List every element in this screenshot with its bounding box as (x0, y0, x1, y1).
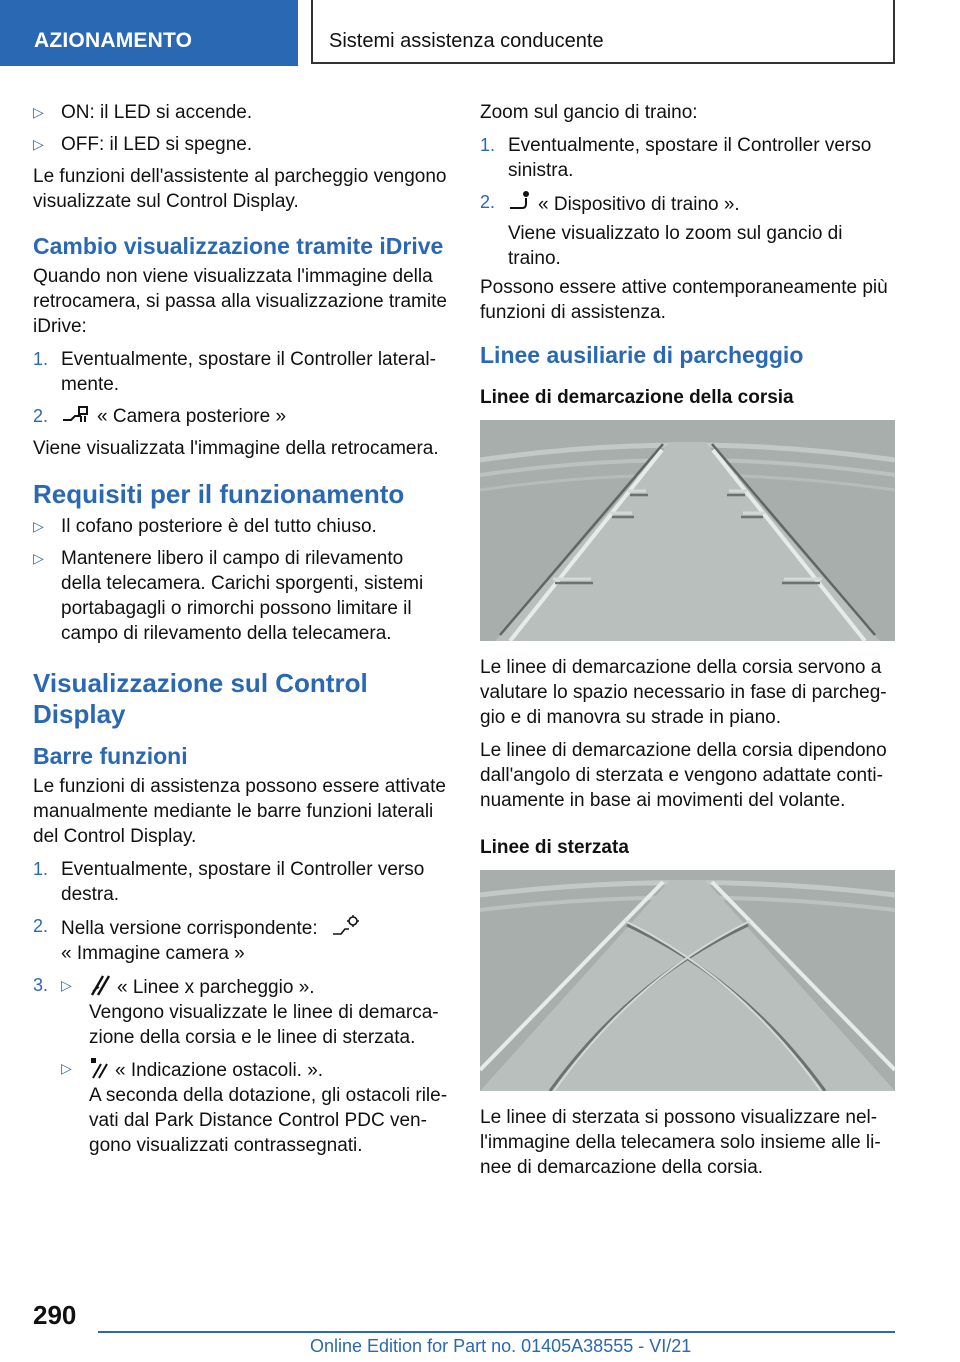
list-item: ▷ Il cofano posteriore è del tutto chiuso. (33, 516, 377, 537)
chapter-title: Sistemi assistenza conducente (311, 0, 895, 64)
rear-camera-icon (61, 404, 91, 426)
heading-demarcazione: Linee di demarcazione della corsia (480, 387, 794, 408)
paragraph: Quando non viene visualizzata l'immagine della retrocamera, si passa alla visualizzazione tramite iDrive: (33, 266, 447, 337)
heading-visualizzazione: Visualizzazione sul Control Display (33, 668, 368, 729)
sub-item: ▷ « Linee x parcheggio ». Vengono visualizzate le linee di demarcazione della corsia e le linee di sterzata. (61, 973, 448, 1050)
heading-barre: Barre funzioni (33, 743, 188, 769)
triangle-bullet-icon: ▷ (61, 1060, 72, 1076)
sub-item: ▷ « Indicazione ostacoli. ». A seconda della dotazione, gli ostacoli rilevati dal Park Distance Control PDC vengono visualizzati contrassegnati. (61, 1056, 448, 1158)
camera-image-icon (331, 914, 361, 938)
triangle-bullet-icon: ▷ (61, 977, 72, 993)
steering-lines-image (480, 870, 895, 1091)
list-item: ▷ Mantenere libero il campo di rilevamento della telecamera. Carichi sporgenti, sistemi portabagagli o rimorchi possono limitare il campo di rilevamento della telecamera. (33, 548, 424, 644)
list-item: 1. Eventualmente, spostare il Controller verso destra. (33, 859, 425, 905)
list-item: 2. Nella versione corrispondente: « Immagine camera » (33, 914, 448, 966)
right-column (480, 100, 898, 1188)
left-column (33, 100, 448, 1165)
edition-note: Online Edition for Part no. 01405A38555 - VI/21 (310, 1336, 692, 1356)
list-item: 2. « Dispositivo di traino ». Viene visualizzato lo zoom sul gancio di traino. (480, 192, 843, 269)
footer-rule (98, 1331, 895, 1333)
triangle-bullet-icon: ▷ (33, 104, 44, 120)
trailer-hitch-icon (508, 190, 532, 214)
triangle-bullet-icon: ▷ (33, 550, 44, 566)
page-number: 290 (33, 1300, 77, 1330)
triangle-bullet-icon: ▷ (33, 136, 44, 152)
section-tab: AZIONAMENTO (0, 0, 298, 66)
list-item: 1. Eventualmente, spostare il Controller verso sinistra. (480, 135, 872, 181)
paragraph: Le funzioni di assistenza possono essere attivate manualmente mediante le barre funzioni laterali del Control Display. (33, 776, 446, 847)
page-header (0, 0, 960, 66)
paragraph: Le linee di demarcazione della corsia servono a valutare lo spazio necessario in fase di parcheggio e di manovra su strade in piano. (480, 657, 887, 728)
paragraph: Possono essere attive contemporaneamente più funzioni di assistenza. (480, 277, 888, 323)
list-item: 3. ▷ « Linee x parcheggio ». Vengono visualizzate le linee di demarcazione della corsia e le linee di sterzata. ▷ « Indicazione ostacoli. ». A seconda della dotazione, gli ostacoli rilevati dal Park Distance Control PDC vengono visualizzati contrassegnati. (33, 975, 448, 1156)
heading-cambio: Cambio visualizzazione tramite iDrive (33, 233, 444, 259)
list-item: 1. Eventualmente, spostare il Controller lateralmente. (33, 349, 436, 395)
heading-linee-ausiliarie: Linee ausiliarie di parcheggio (480, 342, 804, 368)
parking-lines-icon (89, 973, 111, 997)
lane-lines-image (480, 420, 895, 641)
heading-requisiti: Requisiti per il funzionamento (33, 479, 405, 509)
list-item: ▷ OFF: il LED si spegne. (33, 134, 253, 155)
heading-sterzata: Linee di sterzata (480, 837, 629, 858)
paragraph: Zoom sul gancio di traino: (480, 102, 698, 123)
triangle-bullet-icon: ▷ (33, 518, 44, 534)
paragraph: Le linee di sterzata si possono visualizzare nell'immagine della telecamera solo insieme alle linee di demarcazione della corsia. (480, 1107, 881, 1178)
paragraph: Viene visualizzata l'immagine della retrocamera. (33, 438, 439, 459)
paragraph: Le linee di demarcazione della corsia dipendono dall'angolo di sterzata e vengono adattate continuamente in base ai movimenti del volante. (480, 740, 887, 811)
list-item: ▷ ON: il LED si accende. (33, 102, 253, 123)
obstacle-indication-icon (89, 1056, 109, 1080)
list-item: 2. « Camera posteriore » (33, 406, 287, 427)
paragraph: Le funzioni dell'assistente al parcheggio vengono visualizzate sul Control Display. (33, 166, 447, 212)
